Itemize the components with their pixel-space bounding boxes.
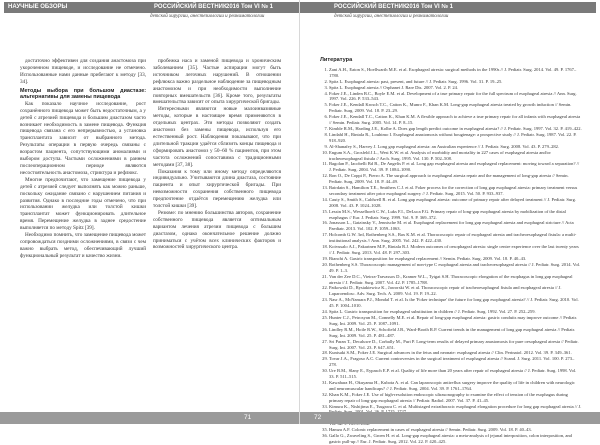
reference-item: 2. Spitz L. Esophageal atresia: past, present, and future // J. Pediatr. Surg. 1996. Vol. 31. P. 19–25. (329, 79, 582, 85)
reference-item: 9. Al-Shanafey S., Harvey J. Long gap esophageal atresia: an Australian experience // J. Pediatr. Surg. 2008. Vol. 43. P. 279–282. (329, 144, 582, 150)
paragraph: Многие предпочитают, что замещение пищевода у детей с атрезией следует выполнять как можно раньше, поскольку ожидание связано с нарушением питания и развития. Однако в последние годы отмечено, что при использовании желудка или толстой кишки трансплантат может функционировать длительное время. Перемещение желудка в заднее средостение выполняется по методу Spitz [39]. (20, 176, 146, 232)
section-label: НАУЧНЫЕ ОБЗОРЫ (8, 4, 68, 10)
reference-item: 19. Bianchi A. Gastric transposition for esophageal replacement // Semin. Pediatr. Surg. 2009. Vol. 18. P. 40–43. (329, 256, 582, 262)
paragraph: пробежка насa и заменой пищевода и хроническим заболеванием [35]. Частые аспирации могут быть источником легочных нарушений. В отношении рефлюкса важно раздельное наблюдение за пищеводным анастомозом и при необходимости выполнение повторных вмешательств [36]. Кроме того, результаты вмешательства зависят от опыта хирургической бригады. (153, 58, 281, 106)
reference-item: 4. Foker J.E., Linden B.C., Boyle E.M. et al. Development of a true primary repair for the full spectrum of esophageal atresia // Ann. Surg. 1997. Vol. 226. P. 533–543. (329, 91, 582, 103)
reference-item: 30. Ure B.M., Slany E., Eypasch E.P. et al. Quality of life more than 20 years after repair of esophageal atresia // J. Pediatr. Surg. 1998. Vol. 33. P. 511–515. (329, 368, 582, 380)
reference-item: 28. Kunisaki S.M., Foker J.E. Surgical advances in the fetus and neonate: esophageal atresia // Clin. Perinatol. 2012. Vol. 39. P. 349–361. (329, 350, 582, 356)
reference-item: 17. Holcomb G.W. 3rd, Rothenberg S.S., Bax K.M. et al. Thoracoscopic repair of esophageal atresia and tracheoesophageal fistula: a multi-institutional analysis // Ann. Surg. 2005. Vol. 242. P. 422–430. (329, 232, 582, 244)
reference-item: 3. Spitz L. Esophageal atresia // Orphanet J. Rare Dis. 2007. Vol. 2. P. 24. (329, 85, 582, 91)
reference-item: 13. Bairdain S., Hamilton T.E., Smithers C.J. et al. Foker process for the correction of long gap esophageal atresia: primary treatment versus secondary treatment after prior esophageal surgery // J. Pediatr. Surg. 2015. Vol. 50. P. 933–937. (329, 185, 582, 197)
reference-item: 18. Koivusalo A.I., Pakarinen M.P., Rintala R.J. Modern outcomes of oesophageal atresia: single centre experience over the last twenty years // J. Pediatr. Surg. 2013. Vol. 48. P. 297–303. (329, 244, 582, 256)
paragraph: Как показало научное исследование, рост сохранённого пищевода может быть недостаточным, а у детей с атрезией пищевода и большим диастазом часто возникает необходимость в замене пищевода. Функция пищевода связана с его непрерывностью, а установка трансплантата зависит от выбранного метода. Результаты операции в первую очередь связаны с возрастом пациента, сопутствующими аномалиями и выбором доступа. Частыми осложнениями в раннем послеоперационном периоде являются несостоятельность анастомоза, стриктура и рефлюкс. (20, 100, 146, 176)
reference-item: 8. Lindahl H., Rintala R., Louhimo I. Esophageal anastomosis without bougienage: a prospective study // J. Pediatr. Surg. 1987. Vol. 22. P. 918–920. (329, 132, 582, 144)
reference-item: 14. Cauty S., Smith S., Caldwell R. et al. Long gap esophageal atresia: outcome of primary repair after delayed treatment // J. Pediatr. Surg. 2008. Vol. 43. P. 1024–1028. (329, 197, 582, 209)
left-column-1 (20, 58, 146, 260)
paragraph: Необходимо помнить, что замещение пищевода может сопровождаться поздними осложнениями, в связи с чем важно выбрать метод, обеспечивающий лучший функциональный результат и качество жизни. (20, 232, 146, 259)
left-page (0, 0, 300, 424)
reference-item: 22. Patkowski D., Rysiakiewicz K., Jaworski W. et al. Thoracoscopic repair of tracheoesophageal fistula and esophageal atresia // J. Laparoendosc. Adv. Surg. Tech. A. 2009. Vol. 19. P. 19–22. (329, 285, 582, 297)
page-number-right: 72 (314, 414, 322, 421)
reference-item: 11. Bagolan P., Iacobelli Bd B., De Angelis P. et al. Long gap esophageal atresia and esophageal replacement: moving toward a separation? // J. Pediatr. Surg. 2004. Vol. 39. P. 1084–1090. (329, 161, 582, 173)
paragraph: Резюме: по мнению большинства авторов, сохранение собственного пищевода является оптимальным вариантом лечения атрезии пищевода с большим диастазом, однако окончательное решение должно приниматься с учётом всех клинических факторов и возможностей хирургического центра. (153, 209, 281, 251)
volume-label: 2016 Том VI № 1 (226, 4, 274, 10)
reference-item: 29. Tovar J.A., Fragoso A.C. Current controversies in the surgical treatment of esophageal atresia // Scand. J. Surg. 2011. Vol. 100. P. 273–278. (329, 356, 582, 368)
reference-item: 1. Zani A.H., Eaton S., Hoellwarth M.E. et al. Esophageal atresia: surgical methods in the 1990s // J. Pediatr. Surg. 2014. Vol. 49. P. 1767–1780. (329, 67, 582, 79)
paragraph: Интересными являются новые малоинвазивные методы, которые в настоящее время применяются в отдельных центрах. Эти методы позволяют создать анастомоз без замены пищевода, используя его естественный рост. Наблюдения показывают, что при длительной тракции удаётся сблизить концы пищевода и сформировать анастомоз у 50–60 % пациентов, при этом частота осложнений сопоставима с традиционными методами [37, 38]. (153, 106, 281, 168)
reference-item: 12. Ron O., De Coppi P., Pierro A. The surgical approach to esophageal atresia repair and the management of long-gap atresia // Semin. Pediatr. Surg. 2009. Vol. 18. P. 44–49. (329, 173, 582, 185)
page-number-left: 71 (244, 414, 252, 421)
reference-item: 23. Nasr A., McNamara P.J., Mondal T. et al. Is the 'Foker technique' the future for long gap esophageal atresia? // J. Pediatr. Surg. 2010. Vol. 45. P. 1004–1010. (329, 297, 582, 309)
reference-item: 6. Foker J.E., Kendall T.C., Catton K., Khan K.M. A flexible approach to achieve a true primary repair for all infants with esophageal atresia // Semin. Pediatr. Surg. 2005. Vol. 14. P. 8–15. (329, 114, 582, 126)
left-column-2 (153, 58, 281, 251)
reference-item: 20. Rothenberg S.S. Thoracoscopic management of non-type C esophageal atresia and tracheoesophageal atresia // J. Pediatr. Surg. 2014. Vol. 49. P. 1–3. (329, 262, 582, 274)
volume-label: 2016 Том VI № 1 (406, 4, 454, 10)
journal-subtitle: детской хирургии, анестезиологии и реаниматологии (150, 14, 265, 19)
paragraph: достаточно эффективен для создания анастомоза при укороченном пищеводе, и исследование не отмечено. Использованные нами данные прибегают к методу [33, 34]. (20, 58, 146, 85)
reference-item: 35. Hamza A.F. Colonic replacement in cases of esophageal atresia // Semin. Pediatr. Surg. 2009. Vol. 18. P. 40–43. (329, 427, 582, 433)
reference-item: 36. Gallo G., Zwaveling S., Groen H. et al. Long-gap esophageal atresia: a meta-analysis of jejunal interposition, colon interposition, and gastric pull-up // Eur. J. Pediatr. Surg. 2012. Vol. 22. P. 420–425. (329, 433, 582, 445)
left-header-bar (4, 2, 300, 13)
journal-subtitle: детской хирургии, анестезиологии и реаниматологии (334, 14, 449, 19)
reference-items (320, 67, 582, 445)
reference-item: 21. Van der Zee D.C., Vieirra-Travassos D., Kramer W.L., Tytgat S.H. Thoracoscopic elongation of the esophagus in long gap esophageal atresia // J. Pediatr. Surg. 2007. Vol. 42. P. 1785–1788. (329, 274, 582, 286)
reference-item: 25. Hunter C.J., Petrosyan M., Connelly M.E. et al. Repair of long-gap esophageal atresia: gastric conduits may improve outcome // Pediatr. Surg. Int. 2009. Vol. 25. P. 1087–1091. (329, 315, 582, 327)
reference-item: 24. Spitz L. Gastric transposition for esophageal substitution in children // J. Pediatr. Surg. 1992. Vol. 27. P. 252–259. (329, 309, 582, 315)
reference-item: 7. Kimble R.M., Harding J.E., Kolbe A. Does gap length predict outcome in esophageal atresia? // J. Pediatr. Surg. 1997. Vol. 32. P. 419–422. (329, 126, 582, 132)
reference-list (320, 58, 582, 445)
left-footer-bar (0, 412, 300, 424)
reference-item: 33. Kimura K., Nishijima E., Tsugawa C. et al. Multistaged extrathoracic esophageal elongation procedure for long gap esophageal atresia // J. (329, 404, 582, 416)
reference-item: 15. Lessin M.S., Wesselhoeft C.W., Luks F.I., DeLuca F.G. Primary repair of long-gap esophageal atresia by mobilization of the distal esophagus // Eur. J. Pediatr. Surg. 1999. Vol. 9. P. 369–372. (329, 209, 582, 221)
right-footer-bar (300, 412, 600, 424)
journal-title: РОССИЙСКИЙ ВЕСТНИК (154, 4, 227, 10)
paragraph: Показания к тому или иному методу определяются индивидуально. Учитываются длина диастаза, состояние пациента и опыт хирургической бригады. При невозможности сохранения собственного пищевода предпочтение отдаётся перемещению желудка или толстой кишки [39]. (153, 168, 281, 210)
journal-title: РОССИЙСКИЙ ВЕСТНИК (334, 4, 407, 10)
reference-item: 16. Jonasson L., Gatzinsky V., Jennische M. et al. Esophageal replacement for long gap esophageal atresia and esophageal stricture // Acta Paediatr. 2013. Vol. 102. P. 1059–1063. (329, 220, 582, 232)
references-heading: Литература (320, 57, 353, 63)
reference-item: 5. Foker J.E., Kendall Krosch T.C., Catton K., Munro F., Khan K.M. Long-gap esophageal atresia treated by growth induction // Semin. Pediatr. Surg. 2009. Vol. 18. P. 23–29. (329, 102, 582, 114)
reference-item: 26. Lindley R.M., Hoile R.W., Schofield J.B., Ward-Booth R.P. Current trends in the management of long gap esophageal atresia // Pediatr. Surg. Int. 2009. Vol. 25. P. 481–487. (329, 327, 582, 339)
right-header-bar (300, 2, 596, 13)
section-heading: Методы выбора при большом диастазе: альтернативы для замены пищевода (20, 87, 146, 101)
reference-item: 32. Khan K.M., Foker J.E. Use of high-resolution endoscopic ultrasonography to examine the effect of tension of the esophagus during primary repair of long-gap esophageal atresia // Pediatr. Radiol. 2007. Vol. 37. P. 41–45. (329, 392, 582, 404)
right-page (300, 0, 600, 444)
reference-item: 27. Sri Paran T., Decaluwe D., Corbally M., Puri P. Long-term results of delayed primary anastomosis for pure oesophageal atresia // Pediatr. Surg. Int. 2007. Vol. 23. P. 647–651. (329, 339, 582, 351)
reference-item: 10. Engum S.A., Grosfeld J.L., West K.W. et al. Analysis of morbidity and mortality in 227 cases of esophageal atresia and/or tracheoesophageal fistula // Arch. Surg. 1995. Vol. 130. P. 502–508. (329, 150, 582, 162)
reference-item: 31. Kawahara H., Okuyama H., Kubota A. et al. Can laparoscopic antireflux surgery improve the quality of life in children with neurologic and neuromuscular handicaps? // J. Pediatr. Surg. 2004. Vol. 39. P. 1761–1764. (329, 380, 582, 392)
